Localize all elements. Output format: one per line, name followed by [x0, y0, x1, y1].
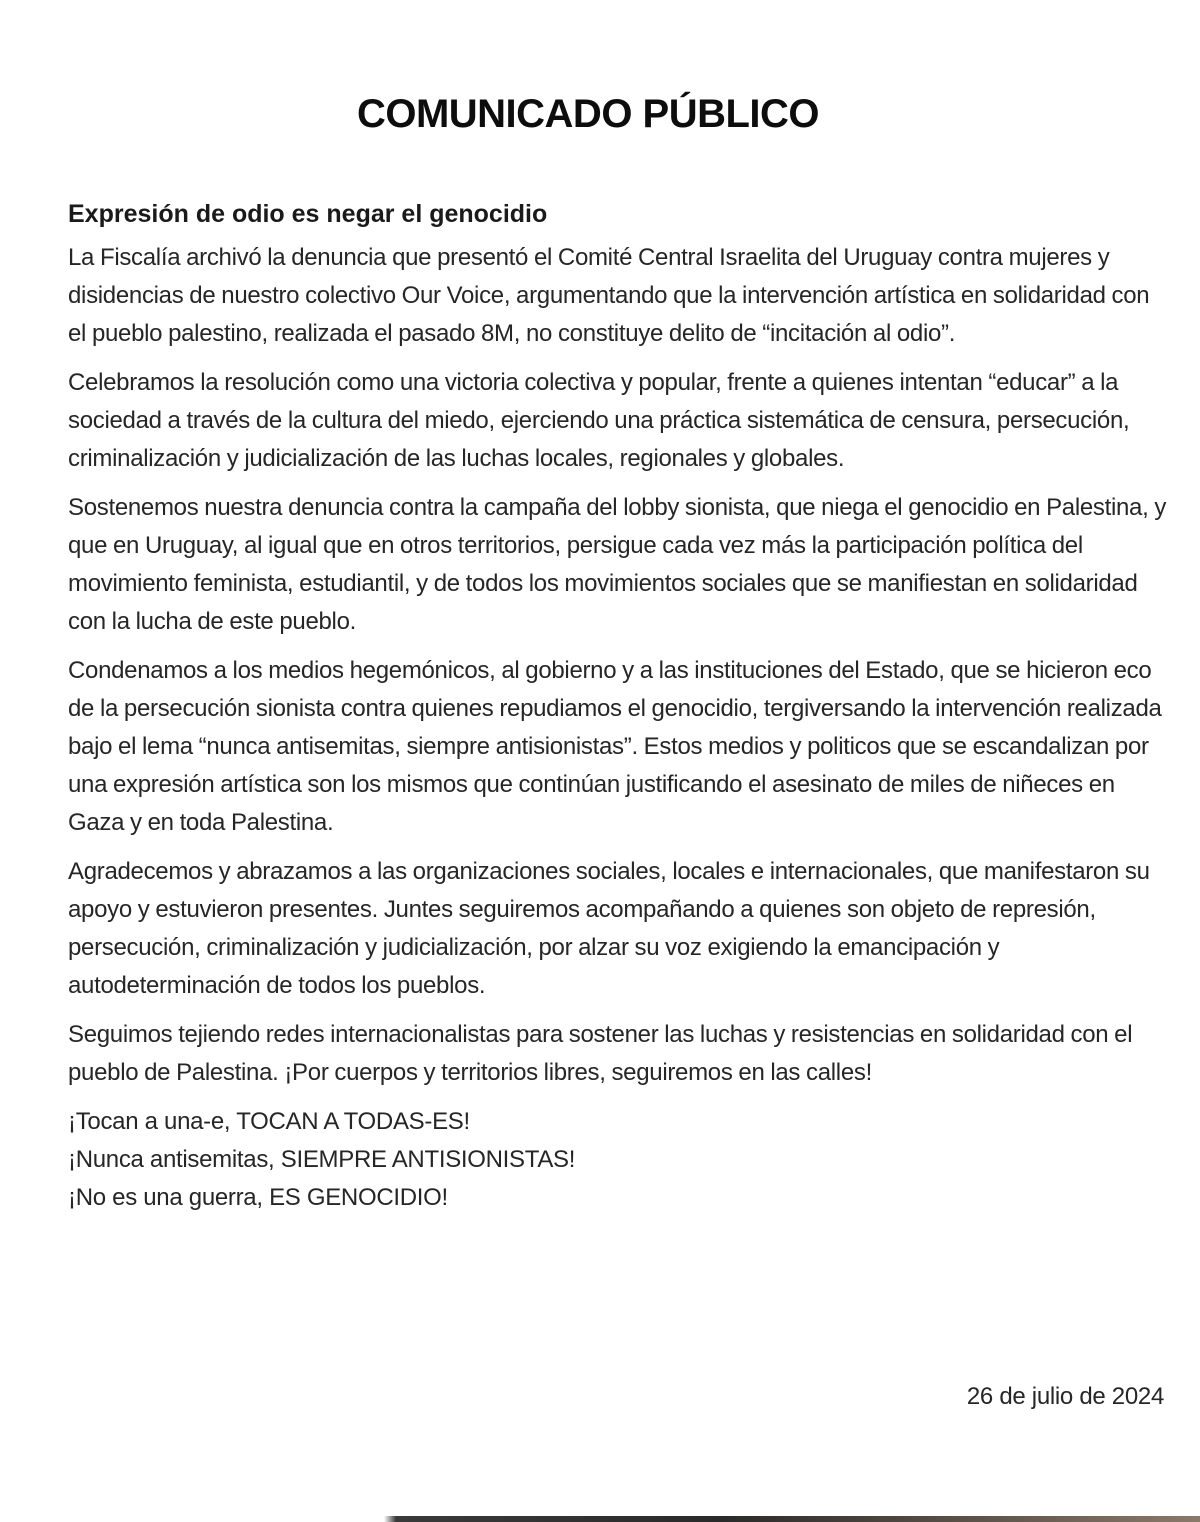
slogans — [68, 1103, 1168, 1217]
paragraph-2: Celebramos la resolución como una victoria colectiva y popular, frente a quienes intentan “educar” a la sociedad a través de la cultura del miedo, ejerciendo una práctica sistemática de censura, persecución, criminalización y judicialización de las luchas locales, regionales y globales. — [68, 369, 1130, 472]
document-date: 26 de julio de 2024 — [966, 1383, 1164, 1410]
paragraph-6: Seguimos tejiendo redes internacionalistas para sostener las luchas y resistencias en solidaridad con el pueblo de Palestina. ¡Por cuerpos y territorios libres, seguiremos en las calles! — [68, 1021, 1133, 1086]
paragraph-4: Condenamos a los medios hegemónicos, al gobierno y a las instituciones del Estado, que se hicieron eco de la persecución sionista contra quienes repudiamos el genocidio, tergiversando la intervención realizada bajo el lema “nunca antisemitas, siempre antisionistas”. Estos medios y politicos que se escandalizan por una expresión artística son los mismos que continúan justificando el asesinato de miles de niñeces en Gaza y en toda Palestina. — [68, 657, 1162, 836]
document-subtitle: Expresión de odio es negar el genocidio — [68, 200, 548, 228]
slogan-1: ¡Tocan a una-e, TOCAN A TODAS-ES! — [68, 1108, 470, 1135]
paragraph-1: La Fiscalía archivó la denuncia que presentó el Comité Central Israelita del Uruguay contra mujeres y disidencias de nuestro colectivo Our Voice, argumentando que la intervención artística en solidaridad con el pueblo palestino, realizada el pasado 8M, no constituye delito de “incitación al odio”. — [68, 244, 1150, 347]
slogan-3: ¡No es una guerra, ES GENOCIDIO! — [68, 1184, 448, 1211]
document-body — [68, 195, 1168, 1217]
paragraph-5: Agradecemos y abrazamos a las organizaciones sociales, locales e internacionales, que manifestaron su apoyo y estuvieron presentes. Juntes seguiremos acompañando a quienes son objeto de represión, persecución, criminalización y judicialización, por alzar su voz exigiendo la emancipación y autodeterminación de todos los pueblos. — [68, 858, 1150, 999]
image-bottom-edge — [0, 1516, 1200, 1522]
slogan-2: ¡Nunca antisemitas, SIEMPRE ANTISIONISTAS! — [68, 1146, 576, 1173]
document-title: COMUNICADO PÚBLICO — [356, 92, 820, 136]
paragraph-3: Sostenemos nuestra denuncia contra la campaña del lobby sionista, que niega el genocidio en Palestina, y que en Uruguay, al igual que en otros territorios, persigue cada vez más la participación política del movimiento feminista, estudiantil, y de todos los movimientos sociales que se manifiestan en solidaridad con la lucha de este pueblo. — [68, 494, 1167, 635]
